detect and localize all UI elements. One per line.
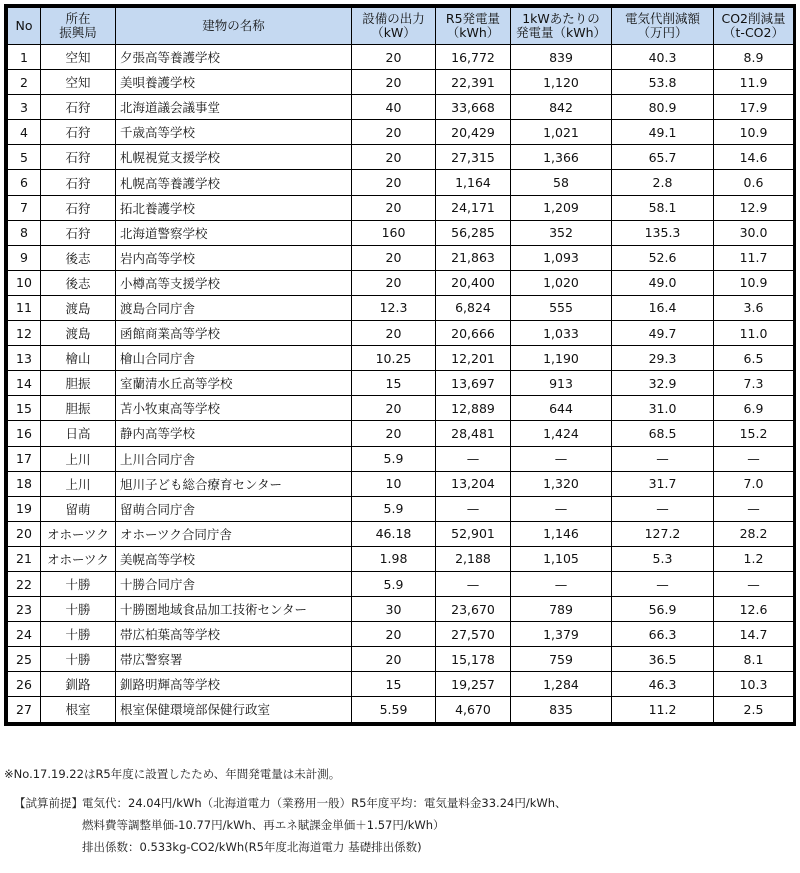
cell-cost-saving: 58.1	[612, 195, 714, 220]
cell-output-kw: 20	[352, 421, 436, 446]
cell-r5-generation: 22,391	[436, 70, 511, 95]
cell-co2-reduction: 12.9	[714, 195, 794, 220]
cell-no: 11	[8, 295, 41, 320]
table-row	[8, 145, 794, 170]
header-line-2: （万円）	[637, 25, 688, 40]
cell-building-name: 小樽高等支援学校	[116, 270, 352, 295]
cell-r5-generation: 15,178	[436, 647, 511, 672]
cell-output-kw: 5.59	[352, 697, 436, 722]
cell-cost-saving: 16.4	[612, 295, 714, 320]
cell-bureau: 釧路	[41, 672, 116, 697]
cell-r5-generation: 33,668	[436, 95, 511, 120]
cell-bureau: 十勝	[41, 622, 116, 647]
cell-r5-generation: 24,171	[436, 195, 511, 220]
solar-generation-table	[7, 7, 794, 723]
table-row	[8, 546, 794, 571]
cell-cost-saving: 2.8	[612, 170, 714, 195]
cell-cost-saving: —	[612, 496, 714, 521]
cell-co2-reduction: 6.9	[714, 396, 794, 421]
cell-co2-reduction: 10.3	[714, 672, 794, 697]
table-row	[8, 597, 794, 622]
cell-per-kw-generation: —	[511, 446, 612, 471]
cell-output-kw: 12.3	[352, 295, 436, 320]
table-row	[8, 95, 794, 120]
cell-bureau: オホーツク	[41, 546, 116, 571]
cell-cost-saving: 68.5	[612, 421, 714, 446]
cell-building-name: 上川合同庁舎	[116, 446, 352, 471]
table-row	[8, 496, 794, 521]
cell-r5-generation: —	[436, 496, 511, 521]
cell-building-name: 北海道議会議事堂	[116, 95, 352, 120]
header-line-2: 発電量（kWh）	[515, 25, 607, 40]
cell-per-kw-generation: 1,379	[511, 622, 612, 647]
cell-cost-saving: 49.0	[612, 270, 714, 295]
cell-building-name: 千歳高等学校	[116, 120, 352, 145]
cell-no: 18	[8, 471, 41, 496]
header-line-2: （kWh）	[446, 25, 500, 40]
cell-output-kw: 46.18	[352, 521, 436, 546]
cell-no: 12	[8, 321, 41, 346]
table-row	[8, 245, 794, 270]
table-row	[8, 346, 794, 371]
cell-per-kw-generation: 1,284	[511, 672, 612, 697]
cell-building-name: 拓北養護学校	[116, 195, 352, 220]
premise-adjustment: 燃料費等調整単価-10.77円/kWh、再エネ賦課金単価＋1.57円/kWh）	[82, 818, 445, 832]
cell-cost-saving: 32.9	[612, 371, 714, 396]
cell-building-name: 札幌高等養護学校	[116, 170, 352, 195]
cell-per-kw-generation: 644	[511, 396, 612, 421]
cell-co2-reduction: 1.2	[714, 546, 794, 571]
cell-r5-generation: 19,257	[436, 672, 511, 697]
table-row	[8, 45, 794, 70]
header-r5-generation	[436, 8, 511, 45]
cell-no: 9	[8, 245, 41, 270]
cell-building-name: 美幌高等学校	[116, 546, 352, 571]
cell-no: 7	[8, 195, 41, 220]
header-line-1: R5発電量	[445, 11, 501, 26]
cell-building-name: 檜山合同庁舎	[116, 346, 352, 371]
cell-output-kw: 160	[352, 220, 436, 245]
cell-no: 3	[8, 95, 41, 120]
cell-output-kw: 10.25	[352, 346, 436, 371]
cell-output-kw: 20	[352, 45, 436, 70]
cell-output-kw: 15	[352, 371, 436, 396]
cell-output-kw: 20	[352, 270, 436, 295]
cell-output-kw: 20	[352, 145, 436, 170]
table-row	[8, 70, 794, 95]
header-line-2: 振興局	[59, 25, 97, 40]
cell-output-kw: 5.9	[352, 571, 436, 596]
cell-no: 21	[8, 546, 41, 571]
cell-no: 5	[8, 145, 41, 170]
header-output-kw	[352, 8, 436, 45]
cell-co2-reduction: 11.0	[714, 321, 794, 346]
cell-r5-generation: 16,772	[436, 45, 511, 70]
header-cost-saving	[612, 8, 714, 45]
cell-r5-generation: 6,824	[436, 295, 511, 320]
cell-co2-reduction: —	[714, 571, 794, 596]
cell-per-kw-generation: 1,105	[511, 546, 612, 571]
cell-co2-reduction: 8.9	[714, 45, 794, 70]
cell-no: 17	[8, 446, 41, 471]
cell-cost-saving: 80.9	[612, 95, 714, 120]
cell-per-kw-generation: 1,190	[511, 346, 612, 371]
cell-co2-reduction: 14.7	[714, 622, 794, 647]
cell-cost-saving: 36.5	[612, 647, 714, 672]
cell-no: 23	[8, 597, 41, 622]
cell-building-name: 釧路明輝高等学校	[116, 672, 352, 697]
cell-co2-reduction: 12.6	[714, 597, 794, 622]
cell-building-name: 留萌合同庁舎	[116, 496, 352, 521]
cell-output-kw: 20	[352, 647, 436, 672]
cell-cost-saving: 29.3	[612, 346, 714, 371]
cell-output-kw: 20	[352, 70, 436, 95]
table-row	[8, 697, 794, 722]
cell-co2-reduction: 17.9	[714, 95, 794, 120]
footnote: ※No.17.19.22はR5年度に設置したため、年間発電量は未計測。	[4, 767, 341, 781]
cell-per-kw-generation: 759	[511, 647, 612, 672]
header-line-1: 所在	[65, 11, 91, 26]
cell-building-name: 根室保健環境部保健行政室	[116, 697, 352, 722]
calculation-premise	[14, 792, 567, 858]
table-row	[8, 396, 794, 421]
header-line-2: （t-CO2）	[723, 25, 784, 40]
cell-cost-saving: 52.6	[612, 245, 714, 270]
cell-building-name: 帯広柏葉高等学校	[116, 622, 352, 647]
cell-no: 1	[8, 45, 41, 70]
table-row	[8, 321, 794, 346]
cell-per-kw-generation: —	[511, 571, 612, 596]
header-line-1: 電気代削減額	[624, 11, 700, 26]
header-no	[8, 8, 41, 45]
cell-co2-reduction: 7.0	[714, 471, 794, 496]
table-row	[8, 421, 794, 446]
cell-per-kw-generation: 352	[511, 220, 612, 245]
cell-output-kw: 1.98	[352, 546, 436, 571]
cell-co2-reduction: 6.5	[714, 346, 794, 371]
solar-generation-table-container	[4, 4, 796, 726]
cell-r5-generation: 2,188	[436, 546, 511, 571]
cell-bureau: 日高	[41, 421, 116, 446]
premise-emission-factor: 排出係数：0.533kg-CO2/kWh(R5年度北海道電力 基礎排出係数)	[82, 840, 422, 854]
cell-bureau: 石狩	[41, 220, 116, 245]
cell-building-name: 岩内高等学校	[116, 245, 352, 270]
header-line-1: No	[15, 18, 33, 33]
cell-no: 24	[8, 622, 41, 647]
cell-output-kw: 30	[352, 597, 436, 622]
cell-cost-saving: 40.3	[612, 45, 714, 70]
cell-building-name: 帯広警察署	[116, 647, 352, 672]
cell-r5-generation: 20,429	[436, 120, 511, 145]
cell-r5-generation: —	[436, 446, 511, 471]
cell-r5-generation: 13,697	[436, 371, 511, 396]
cell-no: 19	[8, 496, 41, 521]
cell-per-kw-generation: 1,209	[511, 195, 612, 220]
cell-bureau: 石狩	[41, 195, 116, 220]
cell-bureau: 渡島	[41, 321, 116, 346]
table-row	[8, 170, 794, 195]
cell-output-kw: 20	[352, 195, 436, 220]
cell-per-kw-generation: 842	[511, 95, 612, 120]
cell-building-name: 旭川子ども総合療育センター	[116, 471, 352, 496]
cell-cost-saving: —	[612, 571, 714, 596]
cell-building-name: オホーツク合同庁舎	[116, 521, 352, 546]
table-row	[8, 371, 794, 396]
cell-cost-saving: 11.2	[612, 697, 714, 722]
header-line-1: 設備の出力	[362, 11, 425, 26]
cell-per-kw-generation: 58	[511, 170, 612, 195]
cell-cost-saving: 135.3	[612, 220, 714, 245]
cell-output-kw: 15	[352, 672, 436, 697]
cell-bureau: 檜山	[41, 346, 116, 371]
cell-bureau: 石狩	[41, 95, 116, 120]
cell-bureau: 胆振	[41, 371, 116, 396]
cell-r5-generation: 13,204	[436, 471, 511, 496]
cell-cost-saving: 31.0	[612, 396, 714, 421]
cell-co2-reduction: 10.9	[714, 270, 794, 295]
cell-no: 26	[8, 672, 41, 697]
cell-cost-saving: 31.7	[612, 471, 714, 496]
cell-co2-reduction: 8.1	[714, 647, 794, 672]
table-row	[8, 295, 794, 320]
header-line-1: 建物の名称	[202, 18, 265, 33]
cell-co2-reduction: —	[714, 496, 794, 521]
header-line-2: （kW）	[371, 25, 416, 40]
cell-output-kw: 20	[352, 170, 436, 195]
cell-co2-reduction: 14.6	[714, 145, 794, 170]
cell-r5-generation: 12,889	[436, 396, 511, 421]
cell-cost-saving: 49.1	[612, 120, 714, 145]
cell-cost-saving: 5.3	[612, 546, 714, 571]
table-row	[8, 571, 794, 596]
cell-bureau: 後志	[41, 245, 116, 270]
cell-no: 20	[8, 521, 41, 546]
cell-r5-generation: 27,315	[436, 145, 511, 170]
cell-per-kw-generation: 1,120	[511, 70, 612, 95]
header-line-1: 1kWあたりの	[522, 11, 600, 26]
cell-r5-generation: 1,164	[436, 170, 511, 195]
header-per-kw-generation	[511, 8, 612, 45]
cell-no: 27	[8, 697, 41, 722]
cell-co2-reduction: 7.3	[714, 371, 794, 396]
table-row	[8, 521, 794, 546]
cell-co2-reduction: 3.6	[714, 295, 794, 320]
cell-per-kw-generation: 1,020	[511, 270, 612, 295]
cell-bureau: 十勝	[41, 597, 116, 622]
cell-output-kw: 5.9	[352, 446, 436, 471]
cell-per-kw-generation: 789	[511, 597, 612, 622]
cell-no: 13	[8, 346, 41, 371]
cell-bureau: 石狩	[41, 120, 116, 145]
cell-per-kw-generation: 1,033	[511, 321, 612, 346]
cell-co2-reduction: 30.0	[714, 220, 794, 245]
cell-r5-generation: 20,666	[436, 321, 511, 346]
cell-bureau: 渡島	[41, 295, 116, 320]
cell-no: 2	[8, 70, 41, 95]
cell-bureau: 根室	[41, 697, 116, 722]
cell-co2-reduction: 15.2	[714, 421, 794, 446]
cell-no: 6	[8, 170, 41, 195]
cell-output-kw: 10	[352, 471, 436, 496]
premise-electricity-cost: 電気代：24.04円/kWh（北海道電力（業務用一般）R5年度平均：電気量料金33.24円/kWh、	[82, 796, 567, 810]
cell-bureau: 石狩	[41, 170, 116, 195]
table-row	[8, 446, 794, 471]
cell-bureau: 胆振	[41, 396, 116, 421]
cell-output-kw: 40	[352, 95, 436, 120]
cell-cost-saving: 53.8	[612, 70, 714, 95]
cell-co2-reduction: 10.9	[714, 120, 794, 145]
header-building-name	[116, 8, 352, 45]
cell-output-kw: 20	[352, 321, 436, 346]
cell-output-kw: 20	[352, 120, 436, 145]
table-row	[8, 672, 794, 697]
cell-cost-saving: 46.3	[612, 672, 714, 697]
header-bureau	[41, 8, 116, 45]
cell-building-name: 北海道警察学校	[116, 220, 352, 245]
cell-r5-generation: 52,901	[436, 521, 511, 546]
cell-co2-reduction: 28.2	[714, 521, 794, 546]
table-row	[8, 270, 794, 295]
header-co2-reduction	[714, 8, 794, 45]
cell-co2-reduction: 11.7	[714, 245, 794, 270]
table-row	[8, 647, 794, 672]
cell-per-kw-generation: 1,424	[511, 421, 612, 446]
cell-r5-generation: 20,400	[436, 270, 511, 295]
cell-cost-saving: 56.9	[612, 597, 714, 622]
cell-output-kw: 5.9	[352, 496, 436, 521]
table-row	[8, 471, 794, 496]
cell-no: 16	[8, 421, 41, 446]
table-body	[8, 45, 794, 723]
cell-building-name: 十勝圏地域食品加工技術センター	[116, 597, 352, 622]
cell-building-name: 美唄養護学校	[116, 70, 352, 95]
cell-per-kw-generation: 1,021	[511, 120, 612, 145]
cell-building-name: 渡島合同庁舎	[116, 295, 352, 320]
cell-per-kw-generation: 1,366	[511, 145, 612, 170]
cell-bureau: オホーツク	[41, 521, 116, 546]
cell-co2-reduction: 0.6	[714, 170, 794, 195]
cell-r5-generation: 27,570	[436, 622, 511, 647]
cell-building-name: 室蘭清水丘高等学校	[116, 371, 352, 396]
cell-per-kw-generation: 913	[511, 371, 612, 396]
cell-cost-saving: 65.7	[612, 145, 714, 170]
table-row	[8, 120, 794, 145]
cell-output-kw: 20	[352, 622, 436, 647]
cell-cost-saving: —	[612, 446, 714, 471]
cell-r5-generation: 23,670	[436, 597, 511, 622]
cell-per-kw-generation: 1,320	[511, 471, 612, 496]
cell-building-name: 十勝合同庁舎	[116, 571, 352, 596]
cell-r5-generation: 56,285	[436, 220, 511, 245]
table-row	[8, 622, 794, 647]
cell-bureau: 空知	[41, 45, 116, 70]
cell-bureau: 十勝	[41, 647, 116, 672]
cell-no: 10	[8, 270, 41, 295]
cell-bureau: 空知	[41, 70, 116, 95]
cell-bureau: 十勝	[41, 571, 116, 596]
cell-per-kw-generation: 835	[511, 697, 612, 722]
cell-bureau: 後志	[41, 270, 116, 295]
cell-r5-generation: 21,863	[436, 245, 511, 270]
cell-cost-saving: 66.3	[612, 622, 714, 647]
cell-output-kw: 20	[352, 245, 436, 270]
cell-no: 25	[8, 647, 41, 672]
cell-r5-generation: 28,481	[436, 421, 511, 446]
cell-bureau: 上川	[41, 471, 116, 496]
cell-building-name: 函館商業高等学校	[116, 321, 352, 346]
cell-r5-generation: 12,201	[436, 346, 511, 371]
header-line-1: CO2削減量	[721, 11, 786, 26]
cell-r5-generation: 4,670	[436, 697, 511, 722]
cell-per-kw-generation: —	[511, 496, 612, 521]
cell-bureau: 石狩	[41, 145, 116, 170]
cell-per-kw-generation: 839	[511, 45, 612, 70]
cell-bureau: 上川	[41, 446, 116, 471]
table-row	[8, 220, 794, 245]
cell-co2-reduction: 11.9	[714, 70, 794, 95]
cell-building-name: 札幌視覚支援学校	[116, 145, 352, 170]
cell-co2-reduction: —	[714, 446, 794, 471]
cell-per-kw-generation: 1,093	[511, 245, 612, 270]
premise-label: 【試算前提】	[14, 796, 83, 810]
cell-co2-reduction: 2.5	[714, 697, 794, 722]
cell-cost-saving: 49.7	[612, 321, 714, 346]
cell-per-kw-generation: 1,146	[511, 521, 612, 546]
cell-r5-generation: —	[436, 571, 511, 596]
table-row	[8, 195, 794, 220]
cell-bureau: 留萌	[41, 496, 116, 521]
cell-no: 8	[8, 220, 41, 245]
cell-no: 14	[8, 371, 41, 396]
cell-building-name: 夕張高等養護学校	[116, 45, 352, 70]
table-header-row	[8, 8, 794, 45]
cell-no: 4	[8, 120, 41, 145]
cell-cost-saving: 127.2	[612, 521, 714, 546]
cell-no: 22	[8, 571, 41, 596]
cell-no: 15	[8, 396, 41, 421]
cell-building-name: 静内高等学校	[116, 421, 352, 446]
cell-per-kw-generation: 555	[511, 295, 612, 320]
cell-building-name: 苫小牧東高等学校	[116, 396, 352, 421]
cell-output-kw: 20	[352, 396, 436, 421]
